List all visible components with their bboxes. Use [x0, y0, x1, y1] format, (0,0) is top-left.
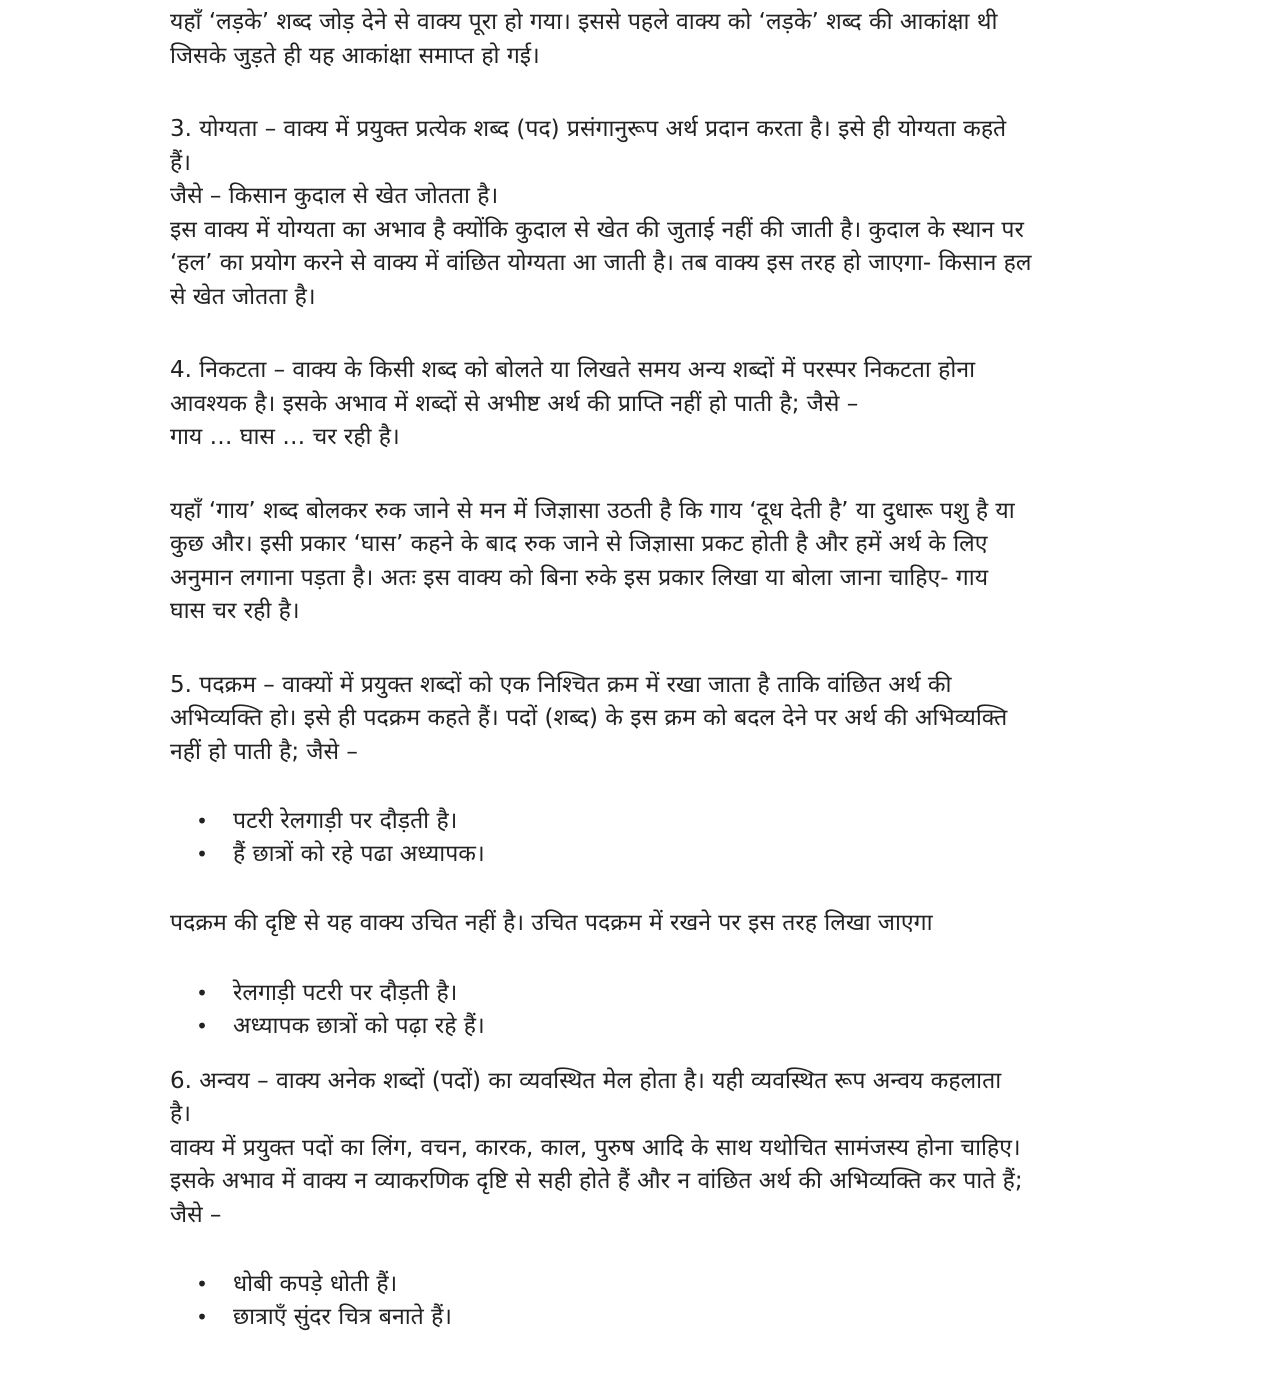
paragraph-line: आवश्यक है। इसके अभाव में शब्दों से अभीष्ट अर्थ की प्राप्ति नहीं हो पाती है; जैसे – [170, 390, 859, 417]
list-item [170, 805, 1145, 838]
list-item-text: हैं छात्रों को रहे पढा अध्यापक। [233, 841, 485, 867]
list-item-text: रेलगाड़ी पटरी पर दौड़ती है। [233, 979, 458, 1006]
list-item-text: पटरी रेलगाड़ी पर दौड़ती है। [233, 808, 458, 834]
anvay-examples-list [170, 1268, 1145, 1334]
list-item-text: छात्राएँ सुंदर चित्र बनाते हैं। [233, 1304, 453, 1330]
wrong-order-examples-list [170, 805, 1145, 871]
section-heading-nikatata: 4. निकटता – वाक्य के किसी शब्द को बोलते या लिखते समय अन्य शब्दों में परस्पर निकटता होना [170, 357, 976, 383]
paragraph-line: इसके अभाव में वाक्य न व्याकरणिक दृष्टि से सही होते हैं और न वांछित अर्थ की अभिव्यक्ति कर पाते हैं; [170, 1168, 1023, 1194]
paragraph-line: जैसे – [170, 1201, 222, 1228]
paragraph-line: हैं। [170, 149, 191, 176]
paragraph-line: यहाँ ‘गाय’ शब्द बोलकर रुक जाने से मन में जिज्ञासा उठती है कि गाय ‘दूध देती है’ या दुधारू पशु है या [170, 497, 1015, 524]
paragraph-line: नहीं हो पाती है; जैसे – [170, 738, 358, 765]
paragraph-line: से खेत जोतता है। [170, 283, 316, 310]
paragraph-line: इस वाक्य में योग्यता का अभाव है क्योंकि कुदाल से खेत की जुताई नहीं की जाती है। कुदाल के स्थान पर [170, 216, 1024, 243]
paragraph-line: यहाँ ‘लड़के’ शब्द जोड़ देने से वाक्य पूरा हो गया। इससे पहले वाक्य को ‘लड़के’ शब्द की आकांक्षा थी [170, 9, 998, 35]
list-item [170, 1010, 1145, 1043]
list-item [170, 977, 1145, 1010]
bullet-icon: • [196, 1013, 208, 1038]
paragraph-line: वाक्य में प्रयुक्त पदों का लिंग, वचन, कारक, काल, पुरुष आदि के साथ यथोचित सामंजस्य होना चाहिए। [170, 1134, 1021, 1161]
bullet-icon: • [196, 1305, 208, 1329]
list-item [170, 838, 1145, 871]
list-item-text: धोबी कपड़े धोती हैं। [233, 1271, 398, 1297]
correct-order-examples-list [170, 977, 1145, 1043]
paragraph-line: जिसके जुड़ते ही यह आकांक्षा समाप्त हो गई। [170, 42, 540, 69]
bullet-icon: • [196, 842, 208, 866]
paragraph-line: कुछ और। इसी प्रकार ‘घास’ कहने के बाद रुक जाने से जिज्ञासा प्रकट होती है और हमें अर्थ के लिए [170, 531, 988, 557]
example-sentence: जैसे – किसान कुदाल से खेत जोतता है। [170, 183, 499, 209]
bullet-icon: • [196, 809, 208, 833]
bullet-icon: • [196, 1272, 208, 1296]
paragraph-line: ‘हल’ का प्रयोग करने से वाक्य में वांछित योग्यता आ जाती है। तब वाक्य इस तरह हो जाएगा- किसान हल [170, 250, 1032, 276]
list-item [170, 1301, 1145, 1334]
section-heading-yogyata: 3. योग्यता – वाक्य में प्रयुक्त प्रत्येक शब्द (पद) प्रसंगानुरूप अर्थ प्रदान करता है। इसे ही योग्यता कहते [170, 116, 1007, 142]
section-heading-padkram: 5. पदक्रम – वाक्यों में प्रयुक्त शब्दों को एक निश्चित क्रम में रखा जाता है ताकि वांछित अर्थ की [170, 671, 952, 698]
paragraph-line: है। [170, 1101, 191, 1127]
bullet-icon: • [196, 980, 208, 1005]
section-heading-anvay: 6. अन्वय – वाक्य अनेक शब्दों (पदों) का व्यवस्थित मेल होता है। यही व्यवस्थित रूप अन्वय कहलाता [170, 1067, 1002, 1094]
paragraph-line: पदक्रम की दृष्टि से यह वाक्य उचित नहीं है। उचित पदक्रम में रखने पर इस तरह लिखा जाएगा [170, 910, 933, 936]
example-sentence: गाय … घास … चर रही है। [170, 424, 400, 450]
list-item [170, 1268, 1145, 1301]
paragraph-line: घास चर रही है। [170, 598, 300, 624]
document-page [170, 6, 1145, 1334]
paragraph-line: अभिव्यक्ति हो। इसे ही पदक्रम कहते हैं। पदों (शब्द) के इस क्रम को बदल देने पर अर्थ की अभिव्यक्ति [170, 705, 1008, 731]
list-item-text: अध्यापक छात्रों को पढ़ा रहे हैं। [233, 1012, 485, 1039]
paragraph-line: अनुमान लगाना पड़ता है। अतः इस वाक्य को बिना रुके इस प्रकार लिखा या बोला जाना चाहिए- गाय [170, 564, 989, 591]
